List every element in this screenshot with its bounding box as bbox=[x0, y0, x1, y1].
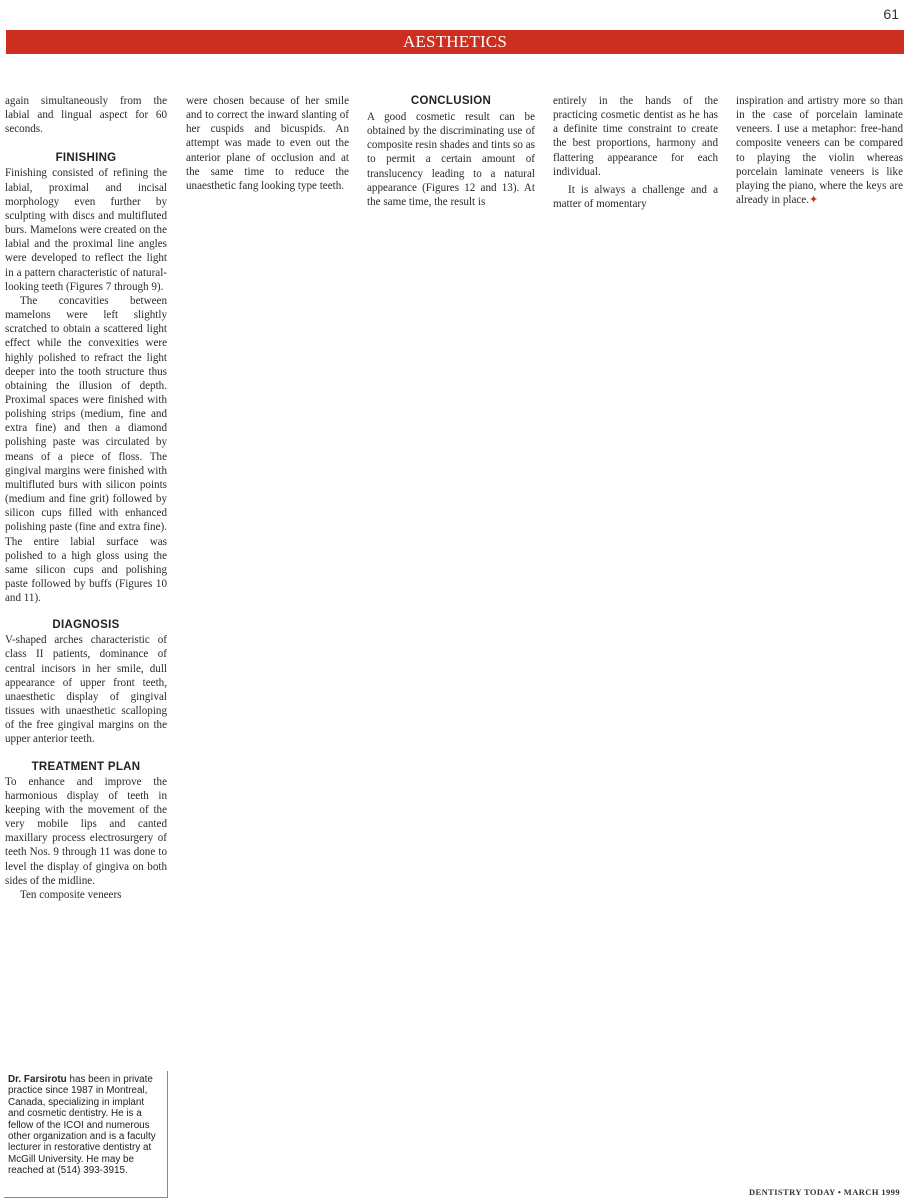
paragraph: V-shaped arches characteristic of class II patients, dominance of central incisors in her smile, dull appearance of upper front teeth, unaesthetic display of gingival tissues with unaesthetic scalloping of the free gingival margins on the upper anterior teeth. bbox=[5, 634, 167, 746]
paragraph: again simultaneously from the labial and lingual aspect for 60 seconds. bbox=[5, 95, 167, 136]
author-name: Dr. Farsirotu bbox=[8, 1074, 67, 1085]
paragraph: Finishing consisted of refining the labial, proximal and incisal morphology even further by sculpting with discs and multifluted burs. Mamelons were created on the labial and the proximal line angles were developed to reflect the light in a pattern characteristic of natural-looking teeth (Figures 7 through 9). bbox=[5, 167, 167, 293]
author-bio-box bbox=[4, 1071, 168, 1198]
paragraph: The concavities between mamelons were left slightly scratched to obtain a scattered light effect while the convexities were highly polished to refract the light deeper into the tooth structure thus obtaining the illusion of depth. Proximal spaces were finished with polishing strips (medium, fine and extra fine) and then a diamond polishing paste was circulated by means of a piece of floss. The gingival margins were finished with multifluted burs with silicon points (medium and fine grit) followed by silicon cups filled with enhanced polishing paste (fine and extra fine). The entire labial surface was polished to a high gloss using the same silicon cups and polishing paste followed by buffs (Figures 10 and 11). bbox=[5, 294, 167, 605]
heading-finishing: FINISHING bbox=[55, 152, 117, 165]
paragraph-text: inspiration and artistry more so than in the case of porcelain laminate veneers. I use a metaphor: free-hand composite veneers can be compared to playing the violin whereas porcelain laminate veneers is like playing the piano, where the keys are already in place. bbox=[736, 95, 903, 207]
paragraph: were chosen because of her smile and to correct the inward slanting of her cuspids and bicuspids. An attempt was made to even out the anterior plane of occlusion and at the same time to reduce the unaesthetic fang looking type teeth. bbox=[186, 95, 349, 192]
heading-treatment-plan: TREATMENT PLAN bbox=[31, 760, 141, 773]
article-column-2 bbox=[186, 94, 349, 193]
heading-diagnosis: DIAGNOSIS bbox=[52, 619, 120, 632]
paragraph: To enhance and improve the harmonious display of teeth in keeping with the movement of the very mobile lips and canted maxillary process electrosurgery of teeth Nos. 9 through 11 was done to level the display of gingiva on both sides of the midline. bbox=[5, 775, 167, 887]
article-column-5 bbox=[736, 94, 903, 207]
page-number: 61 bbox=[883, 6, 899, 22]
article-column-3 bbox=[367, 94, 535, 209]
heading-conclusion: CONCLUSION bbox=[410, 95, 492, 107]
paragraph: It is always a challenge and a matter of momentary bbox=[553, 183, 718, 211]
section-title: AESTHETICS bbox=[403, 32, 507, 51]
author-bio-text: has been in private practice since 1987 in Montreal, Canada, specializing in implant and cosmetic dentistry. He is a fellow of the ICOI and numerous other organization and is a faculty lecturer in restorative dentistry at McGill University. He may be reached at (514) 393-3915. bbox=[8, 1074, 156, 1177]
end-of-article-icon: ✦ bbox=[809, 194, 819, 207]
paragraph bbox=[736, 94, 903, 207]
article-column-1 bbox=[5, 94, 167, 902]
article-column-4 bbox=[553, 94, 718, 211]
paragraph: A good cosmetic result can be obtained by the discriminating use of composite resin shades and tints so as to permit a certain amount of translucency leading to a natural appearance (Figures 12 and 13). At the same time, the result is bbox=[367, 111, 535, 208]
paragraph: Ten composite veneers bbox=[20, 888, 122, 901]
section-banner bbox=[6, 30, 904, 54]
paragraph: entirely in the hands of the practicing cosmetic dentist as he has a definite time constraint to create the best proportions, harmony and flattering appearance for each individual. bbox=[553, 95, 718, 178]
running-footer: DENTISTRY TODAY • MARCH 1999 bbox=[748, 1187, 900, 1197]
